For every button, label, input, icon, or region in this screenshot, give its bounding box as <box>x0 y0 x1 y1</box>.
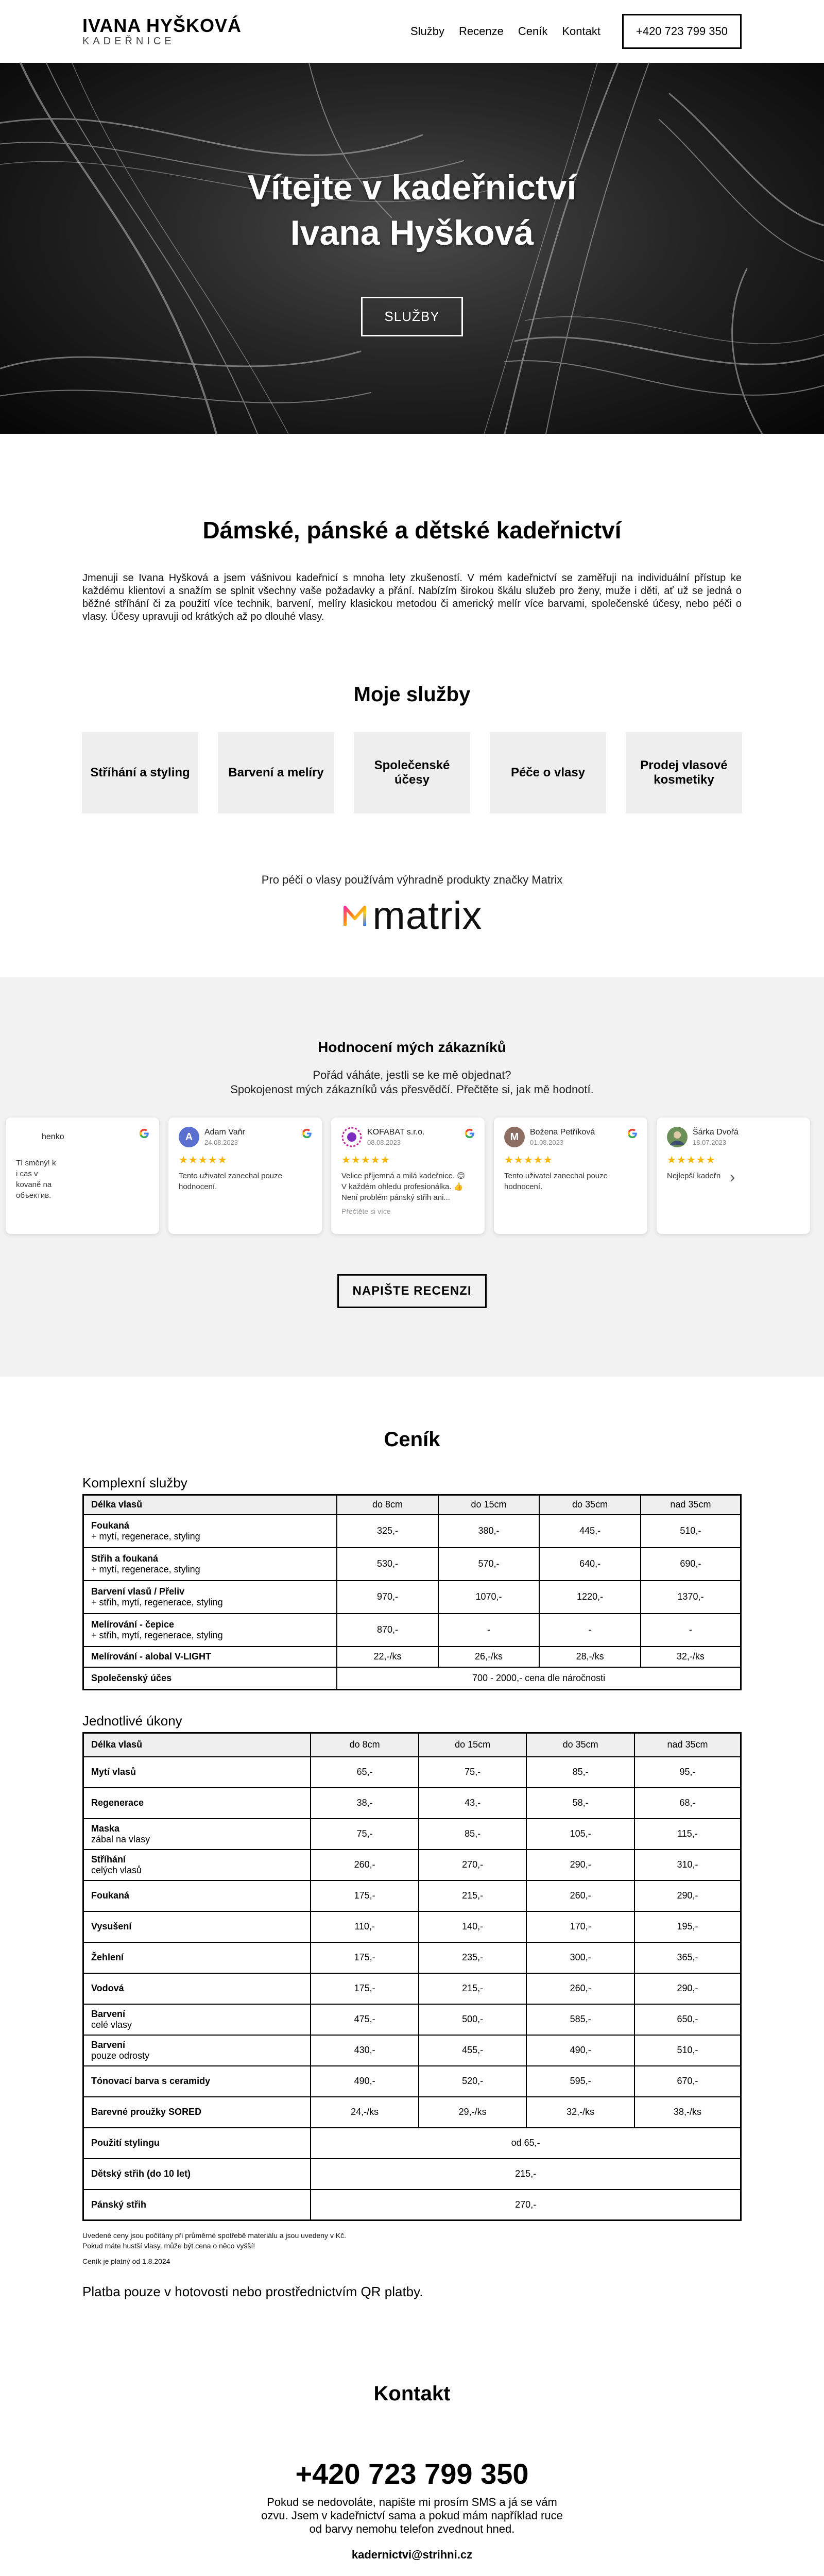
table-row-label <box>83 1819 311 1850</box>
review-date: 24.08.2023 <box>204 1139 238 1146</box>
table-row-label: Vodová <box>83 1973 311 2004</box>
table-row <box>83 1880 741 1911</box>
nav-link-reviews[interactable]: Recenze <box>459 25 504 38</box>
table-row <box>83 1788 741 1819</box>
reviews-carousel[interactable] <box>16 1117 741 1238</box>
review-author: Adam Vaňr <box>204 1128 245 1137</box>
review-head <box>341 1127 474 1147</box>
pricing-notes <box>82 2230 742 2266</box>
contact-text-line: ozvu. Jsem v kadeřnictví sama a pokud mám například ruce <box>261 2509 563 2522</box>
price-cell: 22,-/ks <box>337 1647 438 1667</box>
brand-subtitle: KADEŘNICE <box>82 36 175 47</box>
table-header-cell: Délka vlasů <box>83 1733 311 1757</box>
review-card[interactable] <box>494 1117 647 1234</box>
table-row-label <box>83 2035 311 2066</box>
table-row <box>83 1548 741 1581</box>
services-section <box>0 623 824 938</box>
table-row-label <box>83 2004 311 2035</box>
review-card[interactable] <box>331 1117 485 1234</box>
price-cell: 32,-/ks <box>526 2097 634 2128</box>
review-head <box>179 1127 312 1147</box>
table-row-label: Použití stylingu <box>83 2128 311 2159</box>
avatar <box>16 1127 37 1147</box>
price-cell: 700 - 2000,- cena dle náročnosti <box>337 1667 741 1690</box>
matrix-logo-icon <box>342 903 368 929</box>
price-cell: 75,- <box>311 1819 419 1850</box>
table-header-row <box>83 1495 741 1515</box>
avatar: M <box>504 1127 525 1147</box>
row-subtitle: celých vlasů <box>91 1865 142 1875</box>
google-icon <box>139 1128 150 1139</box>
nav-link-contact[interactable]: Kontakt <box>562 25 600 38</box>
row-title: Barvení <box>91 2039 126 2050</box>
site-header <box>0 0 824 63</box>
review-card[interactable] <box>6 1117 159 1234</box>
table-row <box>83 1757 741 1788</box>
price-cell: 260,- <box>526 1880 634 1911</box>
review-text: Tento uživatel zanechal pouze hodnocení. <box>504 1172 608 1191</box>
price-cell: 310,- <box>634 1850 741 1880</box>
table-row <box>83 1647 741 1667</box>
brand-name: IVANA HYŠKOVÁ <box>82 15 242 36</box>
table-row-label: Dětský střih (do 10 let) <box>83 2159 311 2190</box>
table-row-label: Pánský střih <box>83 2190 311 2221</box>
avatar: A <box>179 1127 199 1147</box>
price-cell: 290,- <box>526 1850 634 1880</box>
about-title: Dámské, pánské a dětské kadeřnictví <box>202 517 622 544</box>
price-cell: 29,-/ks <box>419 2097 527 2128</box>
matrix-note: Pro péči o vlasy používám výhradně produkty značky Matrix <box>261 873 563 886</box>
carousel-track <box>6 1117 810 1234</box>
main-nav <box>410 14 742 49</box>
table-row <box>83 1819 741 1850</box>
price-cell: 38,-/ks <box>634 2097 741 2128</box>
price-cell: 195,- <box>634 1911 741 1942</box>
row-title: Foukaná <box>91 1520 130 1531</box>
complex-services-title: Komplexní služby <box>82 1475 187 1490</box>
service-card-cosmetics: Prodej vlasové kosmetiky <box>626 732 742 814</box>
row-title: Barvení <box>91 2008 126 2019</box>
table-row-label: Regenerace <box>83 1788 311 1819</box>
price-cell: 175,- <box>311 1942 419 1973</box>
row-subtitle: pouze odrosty <box>91 2050 150 2061</box>
price-cell: 380,- <box>438 1515 540 1548</box>
table-row <box>83 2035 741 2066</box>
price-cell: - <box>641 1614 741 1647</box>
service-card-coloring: Barvení a melíry <box>218 732 334 814</box>
table-header-cell: nad 35cm <box>634 1733 741 1757</box>
single-price-table <box>82 1732 742 2221</box>
price-cell: 28,-/ks <box>539 1647 641 1667</box>
table-header-cell: do 15cm <box>419 1733 527 1757</box>
price-cell: 32,-/ks <box>641 1647 741 1667</box>
table-row-label: Vysušení <box>83 1911 311 1942</box>
nav-link-services[interactable]: Služby <box>410 25 445 38</box>
complex-price-table <box>82 1494 742 1690</box>
payment-note: Platba pouze v hotovosti nebo prostřednictvím QR platby. <box>82 2284 423 2299</box>
price-cell: 510,- <box>634 2035 741 2066</box>
price-cell: 300,- <box>526 1942 634 1973</box>
price-cell: 105,- <box>526 1819 634 1850</box>
table-row <box>83 1581 741 1614</box>
table-row <box>83 1973 741 2004</box>
single-services-title: Jednotlivé úkony <box>82 1713 182 1728</box>
row-subtitle: + mytí, regenerace, styling <box>91 1531 200 1541</box>
services-grid <box>0 732 824 814</box>
contact-text <box>0 2496 824 2536</box>
review-head <box>16 1127 149 1147</box>
price-cell: 24,-/ks <box>311 2097 419 2128</box>
row-subtitle: zábal na vlasy <box>91 1834 150 1844</box>
price-cell: 510,- <box>641 1515 741 1548</box>
contact-email-link[interactable]: kadernictvi@strihni.cz <box>351 2548 473 2561</box>
hero-section <box>0 63 824 434</box>
table-row-label: Melírování - alobal V-LIGHT <box>83 1647 337 1667</box>
table-row-label <box>83 1581 337 1614</box>
price-cell: 68,- <box>634 1788 741 1819</box>
review-author: Šárka Dvořá <box>693 1128 739 1137</box>
contact-text-line: od barvy nemohu telefon zvednout hned. <box>309 2522 515 2535</box>
table-row <box>83 1667 741 1690</box>
row-title: Barvení vlasů / Přeliv <box>91 1586 185 1597</box>
price-cell: 650,- <box>634 2004 741 2035</box>
table-row-label <box>83 1548 337 1581</box>
price-cell: 490,- <box>311 2066 419 2097</box>
table-row <box>83 2159 741 2190</box>
row-title: Melírování - čepice <box>91 1619 175 1630</box>
avatar <box>667 1127 688 1147</box>
hero-title-line-1: Vítejte v kadeřnictví <box>247 168 577 207</box>
review-text: Nejlepší kadeřn <box>667 1172 721 1180</box>
table-row-label: Tónovací barva s ceramidy <box>83 2066 311 2097</box>
reviews-section <box>0 977 824 1377</box>
price-cell: 43,- <box>419 1788 527 1819</box>
table-row <box>83 1850 741 1880</box>
price-cell: 215,- <box>419 1880 527 1911</box>
price-cell: 530,- <box>337 1548 438 1581</box>
service-card-hair-care: Péče o vlasy <box>490 732 606 814</box>
table-header-cell: Délka vlasů <box>83 1495 337 1515</box>
price-cell: 870,- <box>337 1614 438 1647</box>
price-cell: 58,- <box>526 1788 634 1819</box>
brand-logo[interactable] <box>82 16 242 47</box>
price-cell: 970,- <box>337 1581 438 1614</box>
price-cell: 365,- <box>634 1942 741 1973</box>
price-cell: 445,- <box>539 1515 641 1548</box>
price-cell: 175,- <box>311 1880 419 1911</box>
reviews-subtitle-line-1: Pořád váháte, jestli se ke mě objednat? <box>313 1069 511 1081</box>
price-cell: 95,- <box>634 1757 741 1788</box>
price-cell: 26,-/ks <box>438 1647 540 1667</box>
nav-link-pricing[interactable]: Ceník <box>518 25 548 38</box>
pricing-note: Pokud máte hustší vlasy, může být cena o něco vyšší! <box>82 2242 255 2250</box>
reviews-subtitle-line-2: Spokojenost mých zákazníků vás přesvědčí. Přečtěte si, jak mě hodnotí. <box>230 1083 594 1096</box>
contact-section <box>0 2300 824 2576</box>
price-cell: 38,- <box>311 1788 419 1819</box>
price-cell: 65,- <box>311 1757 419 1788</box>
price-cell: 640,- <box>539 1548 641 1581</box>
price-cell: 85,- <box>419 1819 527 1850</box>
row-title: Maska <box>91 1823 120 1834</box>
carousel-next-icon[interactable]: › <box>729 1167 735 1186</box>
row-subtitle: + střih, mytí, regenerace, styling <box>91 1630 223 1640</box>
write-review-button[interactable]: NAPIŠTE RECENZI <box>337 1274 486 1308</box>
price-cell: 115,- <box>634 1819 741 1850</box>
price-cell: 235,- <box>419 1942 527 1973</box>
price-cell: 215,- <box>419 1973 527 2004</box>
matrix-logo <box>342 894 483 938</box>
reviews-title: Hodnocení mých zákazníků <box>318 1039 506 1055</box>
price-cell: 570,- <box>438 1548 540 1581</box>
price-cell: 325,- <box>337 1515 438 1548</box>
review-author: Božena Petříková <box>530 1128 595 1137</box>
service-card-haircut: Stříhání a styling <box>82 732 198 814</box>
price-cell: 1370,- <box>641 1581 741 1614</box>
price-cell: 75,- <box>419 1757 527 1788</box>
table-row-label <box>83 1515 337 1548</box>
row-title: Stříhání <box>91 1854 126 1865</box>
price-cell: 595,- <box>526 2066 634 2097</box>
table-row <box>83 1515 741 1548</box>
price-cell: - <box>539 1614 641 1647</box>
table-header-row <box>83 1733 741 1757</box>
price-cell: 110,- <box>311 1911 419 1942</box>
table-header-cell: do 8cm <box>311 1733 419 1757</box>
price-cell: 500,- <box>419 2004 527 2035</box>
pricing-valid-note: Ceník je platný od 1.8.2024 <box>82 2257 170 2265</box>
price-cell: 490,- <box>526 2035 634 2066</box>
read-more-link[interactable]: Přečtěte si více <box>341 1207 391 1215</box>
hero-services-button[interactable]: SLUŽBY <box>361 297 462 336</box>
about-text: Jmenuji se Ivana Hyšková a jsem vášnivou kadeřnicí s mnoha lety zkušeností. V mém kadeřnictví se zaměřuji na individuální přístup ke každému klientovi a snažím se splnit všechny vaše požadavky a přání. Nabízím širokou škálu služeb pro ženy, muže i děti, ať už se jedná o běžné stříhání či za použití více technik, barvení, melíry klasickou metodou či americký melír více barvami, společenské účesy, nebo péči o vlasy. Účesy upravuji od krátkých až po dlouhé vlasy. <box>82 572 742 622</box>
review-head <box>667 1127 800 1147</box>
hero-title <box>0 165 824 256</box>
table-row <box>83 2128 741 2159</box>
review-text: Tí směný! k i cas v kovaně na объектив. <box>16 1159 56 1200</box>
table-row <box>83 2066 741 2097</box>
price-cell: 270,- <box>419 1850 527 1880</box>
google-icon <box>301 1128 313 1139</box>
row-subtitle: celé vlasy <box>91 2019 132 2030</box>
review-date: 01.08.2023 <box>530 1139 564 1146</box>
table-row <box>83 1614 741 1647</box>
header-phone-button[interactable]: +420 723 799 350 <box>622 14 742 49</box>
row-subtitle: + střih, mytí, regenerace, styling <box>91 1597 223 1607</box>
google-icon <box>627 1128 638 1139</box>
review-author: henko <box>42 1132 64 1141</box>
table-row-label <box>83 1850 311 1880</box>
table-header-cell: do 35cm <box>539 1495 641 1515</box>
table-row-label: Mytí vlasů <box>83 1757 311 1788</box>
price-cell: 290,- <box>634 1973 741 2004</box>
services-title: Moje služby <box>353 683 471 706</box>
service-card-updo: Společenské účesy <box>354 732 470 814</box>
google-icon <box>464 1128 475 1139</box>
table-header-cell: nad 35cm <box>641 1495 741 1515</box>
pricing-title: Ceník <box>384 1428 440 1451</box>
price-cell: - <box>438 1614 540 1647</box>
review-stars: ★★★★★ <box>179 1155 228 1166</box>
price-cell: 520,- <box>419 2066 527 2097</box>
price-cell: 175,- <box>311 1973 419 2004</box>
review-head <box>504 1127 637 1147</box>
price-cell: 1220,- <box>539 1581 641 1614</box>
table-row <box>83 2190 741 2221</box>
kofabat-logo-icon <box>341 1127 362 1147</box>
pricing-section <box>0 1377 824 2300</box>
about-section <box>0 434 824 623</box>
contact-title: Kontakt <box>373 2382 451 2405</box>
review-stars: ★★★★★ <box>504 1155 553 1166</box>
table-row <box>83 1911 741 1942</box>
row-subtitle: + mytí, regenerace, styling <box>91 1564 200 1574</box>
price-cell: 455,- <box>419 2035 527 2066</box>
price-cell: od 65,- <box>311 2128 741 2159</box>
price-cell: 430,- <box>311 2035 419 2066</box>
price-cell: 260,- <box>311 1850 419 1880</box>
price-cell: 585,- <box>526 2004 634 2035</box>
table-header-cell: do 35cm <box>526 1733 634 1757</box>
price-cell: 85,- <box>526 1757 634 1788</box>
table-row <box>83 2097 741 2128</box>
review-author: KOFABAT s.r.o. <box>367 1128 425 1137</box>
contact-phone-link[interactable]: +420 723 799 350 <box>295 2458 529 2490</box>
review-stars: ★★★★★ <box>667 1155 716 1166</box>
price-cell: 260,- <box>526 1973 634 2004</box>
price-cell: 475,- <box>311 2004 419 2035</box>
table-row-label: Foukaná <box>83 1880 311 1911</box>
row-title: Střih a foukaná <box>91 1553 159 1564</box>
review-text: Velice příjemná a milá kadeřnice. 😊 V každém ohledu profesionálka. 👍 Není problém pánský střih ani... <box>341 1172 465 1202</box>
price-cell: 215,- <box>311 2159 741 2190</box>
contact-text-line: Pokud se nedovoláte, napište mi prosím SMS a já se vám <box>267 2496 557 2509</box>
table-header-cell: do 15cm <box>438 1495 540 1515</box>
price-cell: 1070,- <box>438 1581 540 1614</box>
pricing-note: Uvedené ceny jsou počítány při průměrné spotřebě materiálu a jsou uvedeny v Kč. <box>82 2231 347 2240</box>
table-row-label: Barevné proužky SORED <box>83 2097 311 2128</box>
hero-content <box>0 165 824 336</box>
table-row <box>83 1942 741 1973</box>
price-cell: 270,- <box>311 2190 741 2221</box>
matrix-logo-word: matrix <box>372 894 483 938</box>
table-header-cell: do 8cm <box>337 1495 438 1515</box>
table-row <box>83 2004 741 2035</box>
table-row-label <box>83 1614 337 1647</box>
price-cell: 140,- <box>419 1911 527 1942</box>
price-cell: 170,- <box>526 1911 634 1942</box>
review-date: 08.08.2023 <box>367 1139 401 1146</box>
review-date: 18.07.2023 <box>693 1139 727 1146</box>
hero-title-line-2: Ivana Hyšková <box>290 213 534 252</box>
table-row-label: Společenský účes <box>83 1667 337 1690</box>
reviews-subtitle <box>0 1068 824 1097</box>
review-stars: ★★★★★ <box>341 1155 390 1166</box>
table-row-label: Žehlení <box>83 1942 311 1973</box>
review-text: Tento uživatel zanechal pouze hodnocení. <box>179 1172 282 1191</box>
price-cell: 690,- <box>641 1548 741 1581</box>
price-cell: 290,- <box>634 1880 741 1911</box>
review-card[interactable] <box>168 1117 322 1234</box>
price-cell: 670,- <box>634 2066 741 2097</box>
